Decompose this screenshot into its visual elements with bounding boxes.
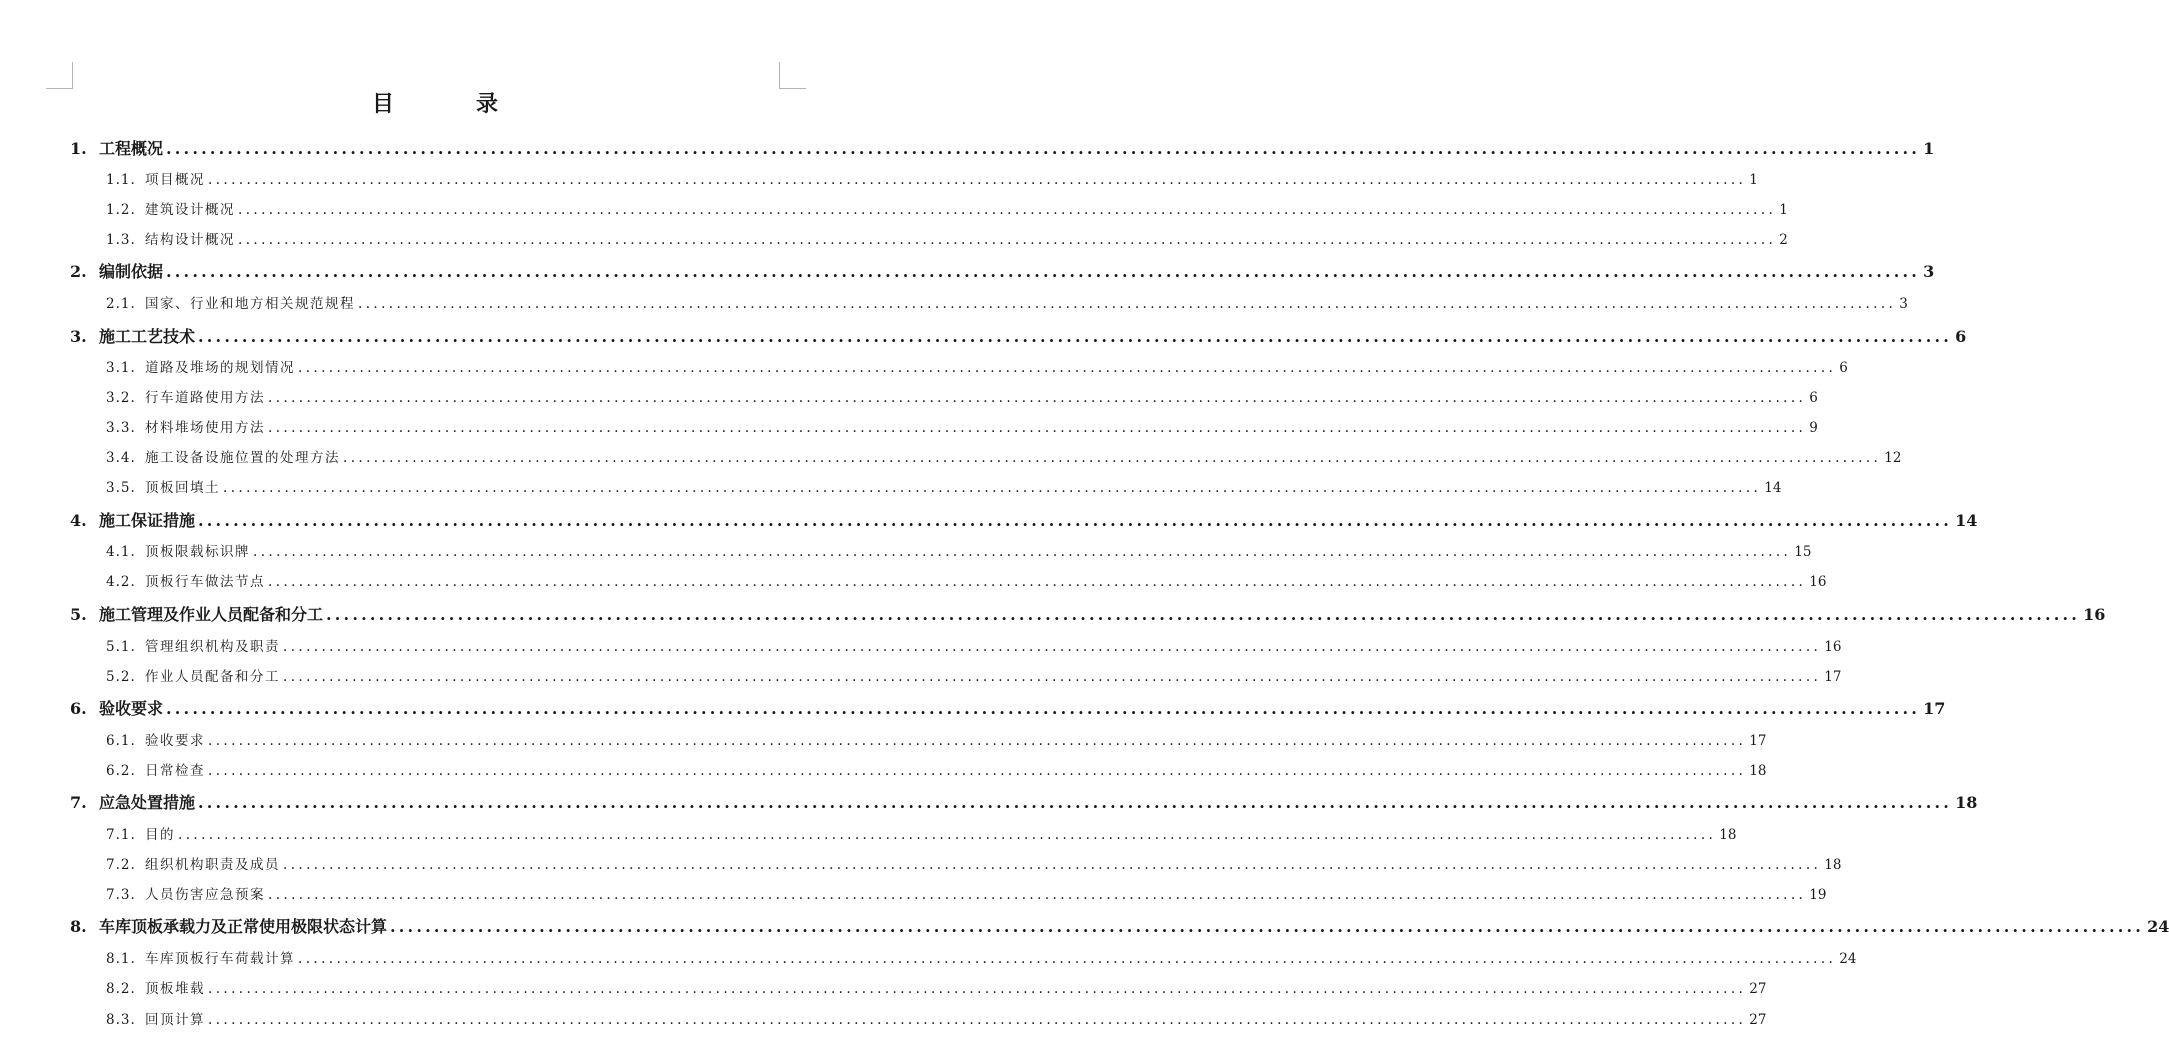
- toc-section-entry[interactable]: [106, 540, 1812, 560]
- toc-entry-page-number: 6: [1809, 390, 1818, 406]
- toc-entry-number: 5.1.: [106, 639, 136, 655]
- toc-dot-leader: ........................................................................................................................................................................................................: [208, 1012, 1747, 1028]
- toc-entry-page-number: 14: [1764, 480, 1782, 496]
- toc-dot-leader: ........................................................................................................................................................................................................: [253, 544, 1792, 560]
- toc-entry-page-number: 6: [1955, 327, 1967, 346]
- toc-dot-leader: ........................................................................................................................................................................................................: [166, 139, 1921, 158]
- toc-entry-number: 3.5.: [106, 480, 136, 496]
- toc-entry-page-number: 19: [1809, 887, 1827, 903]
- toc-entry-number: 8.: [70, 917, 87, 936]
- toc-chapter-entry[interactable]: [70, 914, 2169, 937]
- toc-dot-leader: ........................................................................................................................................................................................................: [390, 917, 2145, 936]
- toc-entry-number: 1.3.: [106, 232, 136, 248]
- toc-entry-number: 2.: [70, 262, 87, 281]
- toc-entry-title: 顶板堆载: [145, 981, 205, 997]
- toc-entry-number: 5.2.: [106, 669, 136, 685]
- toc-entry-page-number: 15: [1794, 544, 1812, 560]
- toc-entry-title: 人员伤害应急预案: [145, 887, 265, 903]
- toc-section-entry[interactable]: [106, 823, 1737, 843]
- toc-dot-leader: ........................................................................................................................................................................................................: [283, 669, 1822, 685]
- toc-entry-title: 车库顶板行车荷载计算: [145, 951, 295, 967]
- toc-dot-leader: ........................................................................................................................................................................................................: [238, 232, 1777, 248]
- toc-section-entry[interactable]: [106, 947, 1857, 967]
- toc-chapter-entry[interactable]: [70, 602, 2106, 625]
- toc-entry-page-number: 17: [1824, 669, 1842, 685]
- toc-dot-leader: ........................................................................................................................................................................................................: [298, 360, 1837, 376]
- toc-entry-number: 3.: [70, 327, 87, 346]
- toc-dot-leader: ........................................................................................................................................................................................................: [268, 574, 1807, 590]
- toc-dot-leader: ........................................................................................................................................................................................................: [166, 262, 1921, 281]
- toc-entry-page-number: 16: [1824, 639, 1842, 655]
- toc-section-entry[interactable]: [106, 759, 1767, 779]
- toc-section-entry[interactable]: [106, 168, 1758, 188]
- toc-entry-title: 建筑设计概况: [145, 202, 235, 218]
- toc-dot-leader: ........................................................................................................................................................................................................: [166, 699, 1921, 718]
- toc-entry-number: 1.2.: [106, 202, 136, 218]
- toc-section-entry[interactable]: [106, 292, 1908, 312]
- toc-entry-page-number: 9: [1809, 420, 1818, 436]
- toc-entry-page-number: 17: [1749, 733, 1767, 749]
- toc-dot-leader: ........................................................................................................................................................................................................: [208, 981, 1747, 997]
- toc-entry-page-number: 18: [1824, 857, 1842, 873]
- toc-entry-title: 车库顶板承载力及正常使用极限状态计算: [99, 917, 388, 936]
- toc-entry-number: 2.1.: [106, 296, 136, 312]
- toc-entry-title: 施工工艺技术: [99, 327, 196, 346]
- toc-entry-title: 施工保证措施: [99, 511, 196, 530]
- toc-entry-page-number: 3: [1923, 262, 1935, 281]
- toc-dot-leader: ........................................................................................................................................................................................................: [208, 172, 1747, 188]
- toc-entry-title: 国家、行业和地方相关规范规程: [145, 296, 355, 312]
- toc-entry-number: 7.1.: [106, 827, 136, 843]
- toc-entry-page-number: 16: [2083, 605, 2106, 624]
- toc-entry-number: 3.2.: [106, 390, 136, 406]
- toc-section-entry[interactable]: [106, 635, 1842, 655]
- toc-entry-number: 6.2.: [106, 763, 136, 779]
- toc-entry-page-number: 16: [1809, 574, 1827, 590]
- toc-entry-number: 4.: [70, 511, 87, 530]
- toc-entry-title: 回顶计算: [145, 1012, 205, 1028]
- toc-chapter-entry[interactable]: [70, 790, 1978, 813]
- toc-entry-page-number: 24: [2147, 917, 2169, 936]
- toc-entry-title: 编制依据: [99, 262, 164, 281]
- toc-entry-title: 材料堆场使用方法: [145, 420, 265, 436]
- toc-entry-page-number: 12: [1884, 450, 1902, 466]
- toc-entry-page-number: 24: [1839, 951, 1857, 967]
- toc-section-entry[interactable]: [106, 198, 1788, 218]
- toc-entry-page-number: 6: [1839, 360, 1848, 376]
- toc-dot-leader: ........................................................................................................................................................................................................: [223, 480, 1762, 496]
- toc-entry-number: 8.1.: [106, 951, 136, 967]
- toc-dot-leader: ........................................................................................................................................................................................................: [343, 450, 1882, 466]
- toc-entry-title: 顶板回填土: [145, 480, 220, 496]
- toc-entry-title: 验收要求: [145, 733, 205, 749]
- toc-entry-title: 作业人员配备和分工: [145, 669, 280, 685]
- toc-entry-page-number: 14: [1955, 511, 1978, 530]
- toc-dot-leader: ........................................................................................................................................................................................................: [298, 951, 1837, 967]
- toc-section-entry[interactable]: [106, 476, 1782, 496]
- toc-entry-title: 施工管理及作业人员配备和分工: [99, 605, 324, 624]
- toc-section-entry[interactable]: [106, 416, 1818, 436]
- toc-section-entry[interactable]: [106, 1008, 1767, 1028]
- toc-section-entry[interactable]: [106, 228, 1788, 248]
- toc-entry-page-number: 1: [1779, 202, 1788, 218]
- toc-entry-page-number: 3: [1899, 296, 1908, 312]
- toc-dot-leader: ........................................................................................................................................................................................................: [283, 857, 1822, 873]
- toc-entry-number: 7.: [70, 793, 87, 812]
- toc-entry-number: 4.2.: [106, 574, 136, 590]
- toc-entry-number: 1.: [70, 139, 87, 158]
- toc-entry-number: 8.3.: [106, 1012, 136, 1028]
- toc-entry-title: 目的: [145, 827, 175, 843]
- toc-entry-page-number: 2: [1779, 232, 1788, 248]
- toc-dot-leader: ........................................................................................................................................................................................................: [198, 327, 1953, 346]
- toc-dot-leader: ........................................................................................................................................................................................................: [198, 511, 1953, 530]
- toc-entry-number: 1.1.: [106, 172, 136, 188]
- toc-section-entry[interactable]: [106, 386, 1818, 406]
- toc-dot-leader: ........................................................................................................................................................................................................: [198, 793, 1953, 812]
- toc-section-entry[interactable]: [106, 446, 1902, 466]
- toc-section-entry[interactable]: [106, 729, 1767, 749]
- toc-entry-number: 8.2.: [106, 981, 136, 997]
- toc-section-entry[interactable]: [106, 883, 1827, 903]
- toc-dot-leader: ........................................................................................................................................................................................................: [178, 827, 1717, 843]
- toc-dot-leader: ........................................................................................................................................................................................................: [283, 639, 1822, 655]
- toc-entry-title: 行车道路使用方法: [145, 390, 265, 406]
- toc-entry-number: 6.: [70, 699, 87, 718]
- toc-entry-title: 应急处置措施: [99, 793, 196, 812]
- toc-entry-page-number: 17: [1923, 699, 1946, 718]
- toc-entry-number: 3.4.: [106, 450, 136, 466]
- toc-chapter-entry[interactable]: [70, 136, 1935, 159]
- toc-section-entry[interactable]: [106, 977, 1767, 997]
- page-title: 目 录: [371, 91, 528, 117]
- toc-chapter-entry[interactable]: [70, 696, 1946, 719]
- toc-entry-number: 7.2.: [106, 857, 136, 873]
- toc-entry-title: 验收要求: [99, 699, 164, 718]
- toc-section-entry[interactable]: [106, 356, 1848, 376]
- toc-entry-number: 4.1.: [106, 544, 136, 560]
- toc-chapter-entry[interactable]: [70, 324, 1967, 347]
- toc-entry-title: 管理组织机构及职责: [145, 639, 280, 655]
- toc-dot-leader: ........................................................................................................................................................................................................: [238, 202, 1777, 218]
- toc-entry-page-number: 18: [1719, 827, 1737, 843]
- toc-entry-number: 3.1.: [106, 360, 136, 376]
- toc-section-entry[interactable]: [106, 570, 1827, 590]
- toc-entry-title: 顶板行车做法节点: [145, 574, 265, 590]
- toc-entry-number: 5.: [70, 605, 87, 624]
- toc-entry-title: 顶板限载标识牌: [145, 544, 250, 560]
- toc-entry-title: 结构设计概况: [145, 232, 235, 248]
- toc-entry-number: 6.1.: [106, 733, 136, 749]
- toc-entry-number: 3.3.: [106, 420, 136, 436]
- toc-entry-page-number: 1: [1749, 172, 1758, 188]
- toc-dot-leader: ........................................................................................................................................................................................................: [358, 296, 1897, 312]
- toc-section-entry[interactable]: [106, 853, 1842, 873]
- toc-entry-title: 道路及堆场的规划情况: [145, 360, 295, 376]
- toc-dot-leader: ........................................................................................................................................................................................................: [268, 420, 1807, 436]
- toc-dot-leader: ........................................................................................................................................................................................................: [208, 733, 1747, 749]
- toc-entry-title: 组织机构职责及成员: [145, 857, 280, 873]
- toc-entry-page-number: 18: [1749, 763, 1767, 779]
- toc-entry-page-number: 18: [1955, 793, 1978, 812]
- toc-dot-leader: ........................................................................................................................................................................................................: [268, 390, 1807, 406]
- toc-dot-leader: ........................................................................................................................................................................................................: [208, 763, 1747, 779]
- toc-entry-page-number: 27: [1749, 1012, 1767, 1028]
- toc-chapter-entry[interactable]: [70, 508, 1978, 531]
- toc-dot-leader: ........................................................................................................................................................................................................: [326, 605, 2081, 624]
- toc-entry-page-number: 27: [1749, 981, 1767, 997]
- toc-entry-title: 施工设备设施位置的处理方法: [145, 450, 340, 466]
- toc-dot-leader: ........................................................................................................................................................................................................: [268, 887, 1807, 903]
- toc-entry-title: 项目概况: [145, 172, 205, 188]
- toc-entry-number: 7.3.: [106, 887, 136, 903]
- toc-entry-page-number: 1: [1923, 139, 1935, 158]
- toc-entry-title: 日常检查: [145, 763, 205, 779]
- toc-section-entry[interactable]: [106, 665, 1842, 685]
- toc-entry-title: 工程概况: [99, 139, 164, 158]
- toc-chapter-entry[interactable]: [70, 259, 1935, 282]
